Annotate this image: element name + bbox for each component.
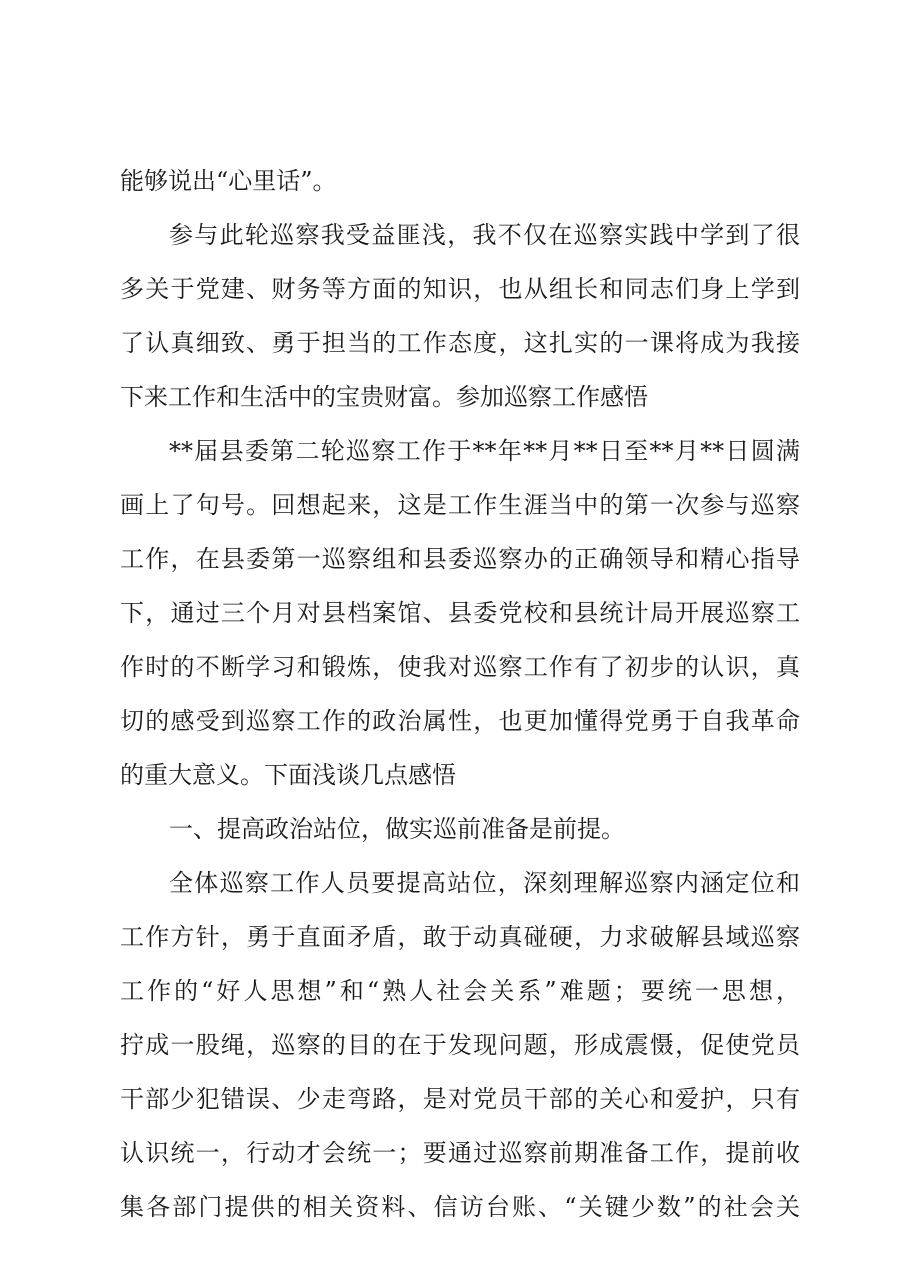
paragraph-first-line: 参与此轮巡察我受益匪浅，我不仅在巡察实践中学到了很 [169, 221, 800, 249]
text-line: 集各部门提供的相关资料、信访台账、“关键少数”的社会关 [120, 1193, 800, 1221]
section-heading: 一、提高政治站位，做实巡前准备是前提。 [169, 815, 625, 843]
text-line: 干部少犯错误、少走弯路，是对党员干部的关心和爱护，只有 [120, 1085, 800, 1113]
text-line: 画上了句号。回想起来，这是工作生涯当中的第一次参与巡察 [120, 491, 800, 519]
text-line: 拧成一股绳，巡察的目的在于发现问题，形成震慑，促使党员 [120, 1031, 800, 1059]
paragraph-first-line: **届县委第二轮巡察工作于**年**月**日至**月**日圆满 [169, 437, 800, 465]
text-line: 了认真细致、勇于担当的工作态度，这扎实的一课将成为我接 [120, 329, 800, 357]
text-line: 的重大意义。下面浅谈几点感悟 [120, 761, 456, 789]
text-line: 作时的不断学习和锻炼，使我对巡察工作有了初步的认识，真 [120, 653, 800, 681]
text-line: 工作的“好人思想”和“熟人社会关系”难题；要统一思想， [120, 977, 800, 1005]
text-line: 下，通过三个月对县档案馆、县委党校和县统计局开展巡察工 [120, 599, 800, 627]
text-line: 认识统一，行动才会统一；要通过巡察前期准备工作，提前收 [120, 1139, 800, 1167]
text-line: 多关于党建、财务等方面的知识，也从组长和同志们身上学到 [120, 275, 800, 303]
text-line: 下来工作和生活中的宝贵财富。参加巡察工作感悟 [120, 383, 648, 411]
text-line: 能够说出“心里话”。 [120, 167, 337, 195]
text-line: 工作，在县委第一巡察组和县委巡察办的正确领导和精心指导 [120, 545, 800, 573]
text-line: 切的感受到巡察工作的政治属性，也更加懂得党勇于自我革命 [120, 707, 800, 735]
text-line: 工作方针，勇于直面矛盾，敢于动真碰硬，力求破解县域巡察 [120, 923, 800, 951]
paragraph-first-line: 全体巡察工作人员要提高站位，深刻理解巡察内涵定位和 [169, 869, 800, 897]
